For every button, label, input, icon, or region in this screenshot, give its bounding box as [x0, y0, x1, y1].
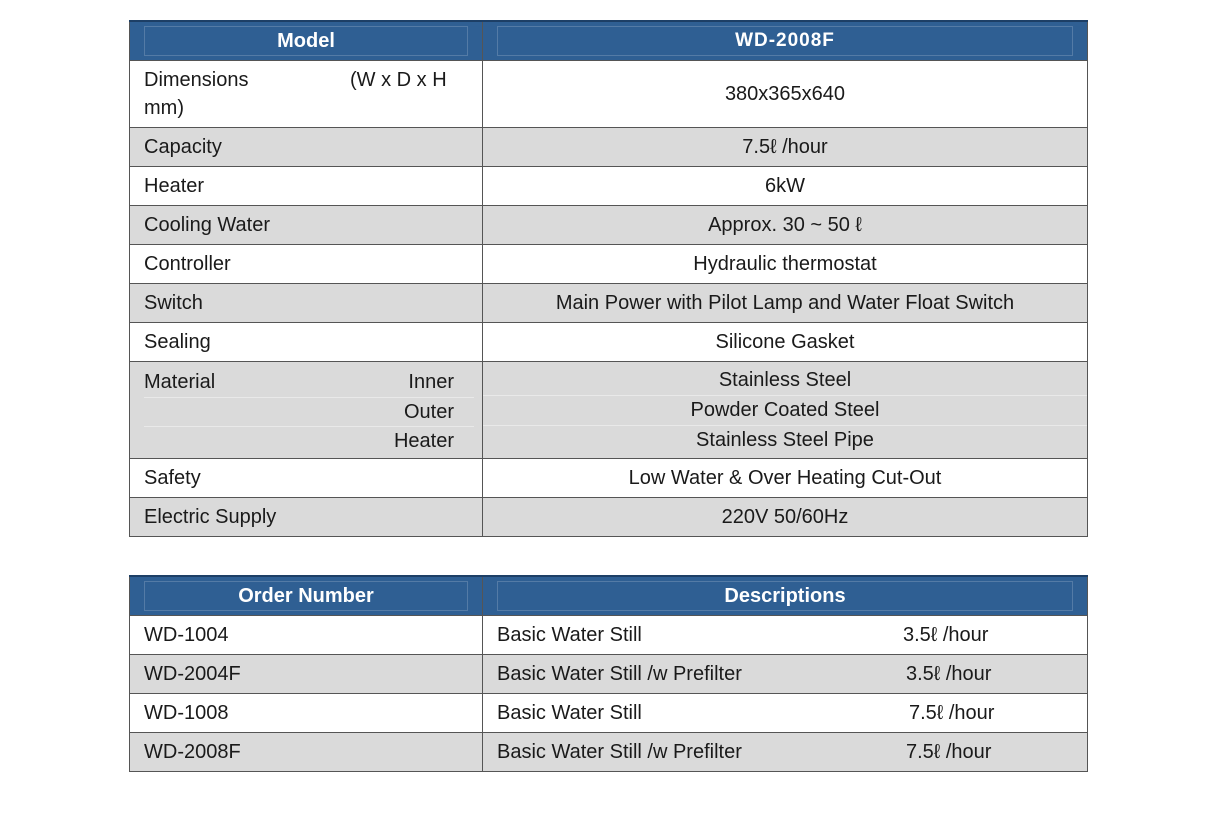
table-row [130, 655, 1088, 694]
description-cell [483, 694, 1088, 733]
spec-value: 6kW [483, 167, 1088, 206]
descriptions-header: Descriptions [483, 576, 1088, 616]
spec-label: Cooling Water [130, 206, 483, 245]
description-cell [483, 655, 1088, 694]
spec-table [129, 20, 1088, 537]
table-row [130, 694, 1088, 733]
description-text: Basic Water Still /w Prefilter [497, 663, 742, 685]
spec-value: 220V 50/60Hz [483, 498, 1088, 537]
spec-label: Safety [130, 459, 483, 498]
spec-value [483, 362, 1088, 459]
spec-value: 380x365x640 [483, 61, 1088, 128]
dimensions-unit-label: (W x D x H [350, 69, 447, 91]
material-value: Stainless Steel Pipe [483, 425, 1087, 455]
material-sub-label: Heater [393, 430, 454, 452]
dimensions-label: Dimensions [144, 69, 249, 91]
description-cell [483, 616, 1088, 655]
rate-text: 3.5ℓ /hour [903, 624, 989, 646]
spec-row-dimensions [130, 61, 1088, 128]
description-text: Basic Water Still [497, 702, 642, 724]
order-number-cell: WD-1008 [130, 694, 483, 733]
description-text: Basic Water Still /w Prefilter [497, 741, 742, 763]
material-sub-label: Inner [408, 371, 454, 393]
description-cell [483, 733, 1088, 772]
spec-value: Approx. 30 ~ 50 ℓ [483, 206, 1088, 245]
material-value: Stainless Steel [718, 368, 852, 391]
description-text: Basic Water Still [497, 624, 642, 646]
order-rows [130, 616, 1088, 772]
rate-text: 7.5ℓ /hour [909, 702, 995, 724]
spec-row [130, 498, 1088, 537]
order-number-cell: WD-2008F [130, 733, 483, 772]
spec-value: Silicone Gasket [483, 323, 1088, 362]
spec-label: Controller [130, 245, 483, 284]
model-header-label: Model [130, 21, 483, 61]
rate-text: 3.5ℓ /hour [906, 663, 992, 685]
table-row [130, 616, 1088, 655]
spec-row [130, 459, 1088, 498]
order-table [129, 575, 1088, 772]
spec-label [130, 61, 483, 128]
spec-row [130, 245, 1088, 284]
spec-row [130, 206, 1088, 245]
spec-rows-a [130, 128, 1088, 362]
spec-value: Low Water & Over Heating Cut-Out [483, 459, 1088, 498]
order-number-header: Order Number [130, 576, 483, 616]
dimensions-unit-label-cont: mm) [144, 97, 184, 119]
model-header-value: WD-2008F [483, 21, 1088, 61]
material-value: Powder Coated Steel [483, 395, 1087, 425]
spec-label: Capacity [130, 128, 483, 167]
spec-value: Main Power with Pilot Lamp and Water Float Switch [483, 284, 1088, 323]
order-number-cell: WD-2004F [130, 655, 483, 694]
spec-label: Heater [130, 167, 483, 206]
spec-row [130, 323, 1088, 362]
spec-value: Hydraulic thermostat [483, 245, 1088, 284]
order-number-cell: WD-1004 [130, 616, 483, 655]
spec-row-material [130, 362, 1088, 459]
spec-label: Sealing [130, 323, 483, 362]
table-row [130, 733, 1088, 772]
spec-row [130, 284, 1088, 323]
spec-row [130, 128, 1088, 167]
spec-row [130, 167, 1088, 206]
rate-text: 7.5ℓ /hour [906, 741, 992, 763]
order-header-row [130, 576, 1088, 616]
spec-label: Switch [130, 284, 483, 323]
material-sub-label: Outer [403, 401, 454, 423]
spec-value: 7.5ℓ /hour [483, 128, 1088, 167]
spec-label: Electric Supply [130, 498, 483, 537]
spec-header-row [130, 21, 1088, 61]
spec-label [130, 362, 483, 459]
material-label: Material [144, 371, 216, 393]
spec-rows-b [130, 459, 1088, 537]
